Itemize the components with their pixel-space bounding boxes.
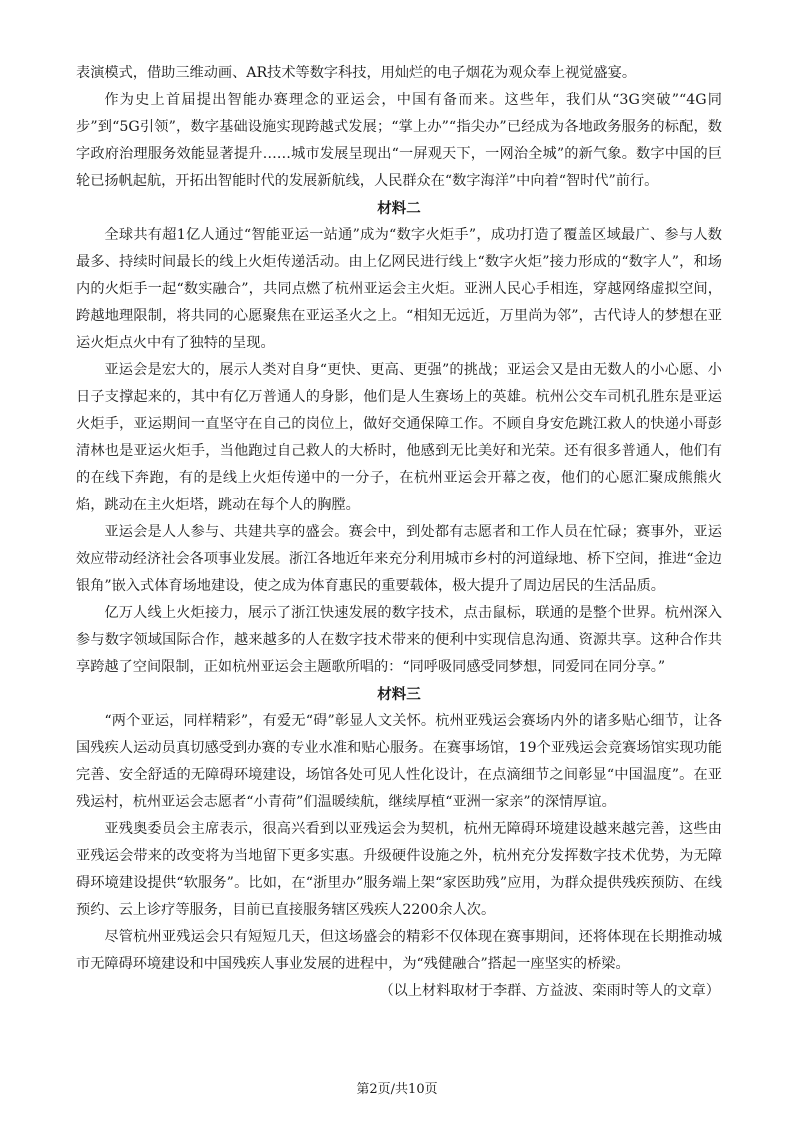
page-number-footer: 第2页/共10页 xyxy=(356,1082,438,1097)
material-3-paragraph-1: “两个亚运，同样精彩”，有爱无“碍”彰显人文关怀。杭州亚残运会赛场内外的诸多贴心细节，让各国残疾人运动员真切感受到办赛的专业水准和贴心服务。在赛事场馆，19个亚残运会竞赛场馆实现功能完善、安全舒适的无障碍环境建设，场馆各处可见人性化设计，在点滴细节之间彰显“中国温度”。在亚残运村，杭州亚运会志愿者“小青荷”们温暖续航，继续厚植“亚洲一家亲”的深情厚谊。 xyxy=(76,713,722,810)
material-2-paragraph-4: 亿万人线上火炬接力，展示了浙江快速发展的数字技术，点击鼠标，联通的是整个世界。杭州深入参与数字领域国际合作，越来越多的人在数字技术带来的便利中实现信息沟通、资源共享。这种合作共享跨越了空间限制，正如杭州亚运会主题歌所唱的：“同呼吸同感受同梦想，同爱同在同分享。” xyxy=(76,605,722,675)
paragraph-intro-smart-asian-games: 作为史上首届提出智能办赛理念的亚运会，中国有备而来。这些年，我们从“3G突破”“4G同步”到“5G引领”，数字基础设施实现跨越式发展；“掌上办”“指尖办”已经成为各地政务服务的标配，数字政府治理服务效能显著提升……城市发展呈现出“一屏观天下，一网治全城”的新气象。数字中国的巨轮已扬帆起航，开拓出智能时代的发展新航线，人民群众在“数字海洋”中向着“智时代”前行。 xyxy=(76,92,722,189)
material-2-paragraph-2: 亚运会是宏大的，展示人类对自身“更快、更高、更强”的挑战；亚运会又是由无数人的小心愿、小日子支撑起来的，其中有亿万普通人的身影，他们是人生赛场上的英雄。杭州公交车司机孔胜东是亚运火炬手，亚运期间一直坚守在自己的岗位上，做好交通保障工作。不顾自身安危跳江救人的快递小哥彭清林也是亚运火炬手，当他跑过自己救人的大桥时，他感到无比美好和光荣。还有很多普通人，他们有的在线下奔跑，有的是线上火炬传递中的一分子，在杭州亚运会开幕之夜，他们的心愿汇聚成熊熊火焰，跳动在主火炬塔，跳动在每个人的胸膛。 xyxy=(76,362,722,513)
section-title-material-3: 材料三 xyxy=(377,686,421,703)
material-3-paragraph-2: 亚残奥委员会主席表示，很高兴看到以亚残运会为契机，杭州无障碍环境建设越来越完善，这些由亚残运会带来的改变将为当地留下更多实惠。升级硬件设施之外，杭州充分发挥数字技术优势，为无障碍环境建设提供“软服务”。比如，在“浙里办”服务端上架“家医助残”应用，为群众提供残疾预防、在线预约、云上诊疗等服务，目前已直接服务辖区残疾人2200余人次。 xyxy=(76,821,722,918)
paragraph-intro-continuation: 表演模式，借助三维动画、AR技术等数字科技，用灿烂的电子烟花为观众奉上视觉盛宴。 xyxy=(76,65,637,81)
material-3-paragraph-3: 尽管杭州亚残运会只有短短几天，但这场盛会的精彩不仅体现在赛事期间，还将体现在长期推动城市无障碍环境建设和中国残疾人事业发展的进程中，为“残健融合”搭起一座坚实的桥梁。 xyxy=(76,929,722,972)
material-2-paragraph-3: 亚运会是人人参与、共建共享的盛会。赛会中，到处都有志愿者和工作人员在忙碌；赛事外，亚运效应带动经济社会各项事业发展。浙江各地近年来充分利用城市乡村的河道绿地、桥下空间，推进“金边银角”嵌入式体育场地建设，使之成为体育惠民的重要载体，极大提升了周边居民的生活品质。 xyxy=(76,524,722,594)
source-citation: （以上材料取材于李群、方益波、栾雨时等人的文章） xyxy=(379,983,720,999)
material-2-paragraph-1: 全球共有超1亿人通过“智能亚运一站通”成为“数字火炬手”，成功打造了覆盖区域最广、参与人数最多、持续时间最长的线上火炬传递活动。由上亿网民进行线上“数字火炬”接力形成的“数字人”，和场内的火炬手一起“数实融合”，共同点燃了杭州亚运会主火炬。亚洲人民心手相连，穿越网络虚拟空间，跨越地理限制，将共同的心愿聚焦在亚运圣火之上。“相知无远近，万里尚为邻”，古代诗人的梦想在亚运火炬点火中有了独特的呈现。 xyxy=(76,227,722,351)
section-title-material-2: 材料二 xyxy=(377,200,421,217)
